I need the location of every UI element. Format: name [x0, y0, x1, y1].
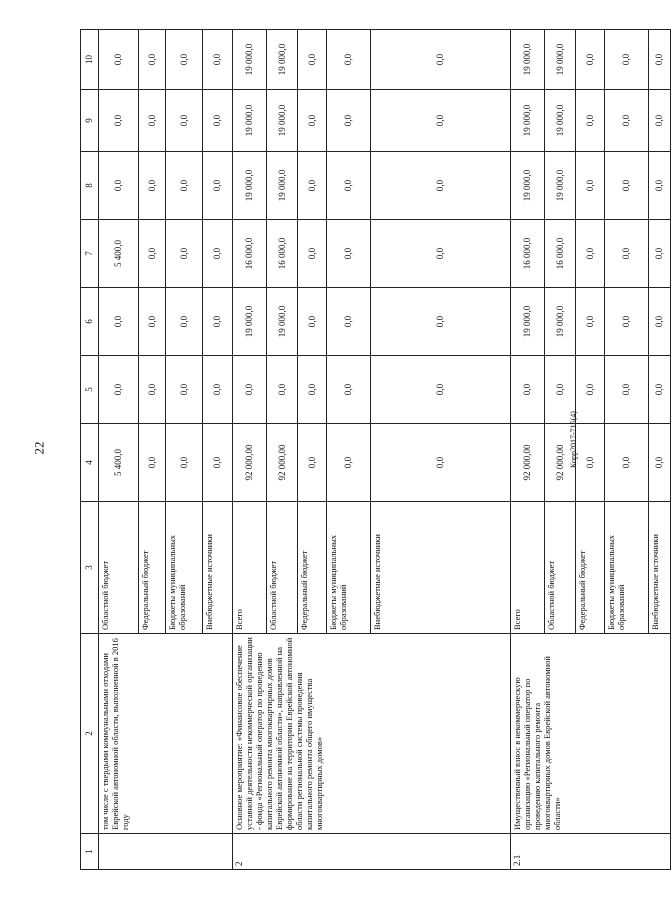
value-cell: 0,0 — [576, 90, 605, 152]
column-header: 5 — [81, 356, 99, 424]
value-cell: 19 000,0 — [233, 90, 267, 152]
value-cell: 0,0 — [649, 30, 671, 90]
footer-code: Корр2017-715(4) — [568, 411, 578, 468]
value-cell: 0,0 — [649, 152, 671, 220]
value-cell: 0,0 — [371, 152, 511, 220]
value-cell: 0,0 — [605, 356, 649, 424]
funding-source: Бюджеты муниципальных образований — [605, 502, 649, 634]
value-cell: 0,0 — [139, 152, 166, 220]
column-header: 3 — [81, 502, 99, 634]
value-cell: 0,0 — [371, 30, 511, 90]
value-cell: 0,0 — [576, 220, 605, 288]
value-cell: 0,0 — [139, 356, 166, 424]
value-cell: 0,0 — [371, 90, 511, 152]
value-cell: 0,0 — [576, 30, 605, 90]
value-cell: 19 000,0 — [267, 30, 298, 90]
value-cell: 0,0 — [649, 288, 671, 356]
table-body — [99, 30, 671, 870]
value-cell: 0,0 — [166, 220, 203, 288]
value-cell: 19 000,0 — [511, 152, 545, 220]
row-index: 2 — [233, 834, 511, 870]
value-cell: 0,0 — [99, 152, 139, 220]
value-cell: 19 000,0 — [545, 152, 576, 220]
column-header: 6 — [81, 288, 99, 356]
value-cell: 0,0 — [203, 30, 233, 90]
value-cell: 0,0 — [576, 356, 605, 424]
value-cell: 0,0 — [605, 152, 649, 220]
value-cell: 19 000,0 — [267, 152, 298, 220]
value-cell: 0,0 — [371, 356, 511, 424]
table-sheet — [80, 30, 665, 870]
column-header: 9 — [81, 90, 99, 152]
value-cell: 16 000,0 — [511, 220, 545, 288]
value-cell: 19 000,0 — [545, 30, 576, 90]
measure-description: том числе с твердыми коммунальными отходами Еврейской автономной области, выполненной в 2016 году — [99, 634, 233, 834]
value-cell: 0,0 — [327, 152, 371, 220]
value-cell: 0,0 — [298, 288, 327, 356]
value-cell: 0,0 — [298, 152, 327, 220]
rotated-table-frame — [80, 30, 665, 870]
value-cell: 0,0 — [139, 288, 166, 356]
value-cell: 0,0 — [605, 30, 649, 90]
value-cell: 0,0 — [166, 152, 203, 220]
value-cell: 0,0 — [203, 288, 233, 356]
value-cell: 19 000,0 — [545, 288, 576, 356]
column-header: 7 — [81, 220, 99, 288]
budget-table — [80, 29, 671, 870]
value-cell: 0,0 — [649, 356, 671, 424]
funding-source: Областной бюджет — [267, 502, 298, 634]
value-cell: 0,0 — [298, 90, 327, 152]
row-index — [99, 834, 233, 870]
value-cell: 0,0 — [649, 90, 671, 152]
value-cell: 0,0 — [327, 90, 371, 152]
funding-source: Всего — [511, 502, 545, 634]
value-cell: 0,0 — [166, 424, 203, 502]
funding-source: Бюджеты муниципальных образований — [166, 502, 203, 634]
value-cell: 19 000,0 — [233, 152, 267, 220]
value-cell: 19 000,0 — [545, 90, 576, 152]
value-cell: 0,0 — [203, 152, 233, 220]
measure-description: Основное мероприятие: «Финансовое обеспечение уставной деятельности некоммерческой организации - фонда «Региональный оператор по проведению капитального ремонта многоквартирных домов Еврейской автономной области», направленной на формирование на территории Еврейской автономной области региональной системы проведения капитального ремонта общего имущества многоквартирных домов» — [233, 634, 511, 834]
column-header: 8 — [81, 152, 99, 220]
funding-source: Областной бюджет — [99, 502, 139, 634]
value-cell: 92 000,00 — [233, 424, 267, 502]
table-row — [233, 30, 267, 870]
funding-source: Бюджеты муниципальных образований — [327, 502, 371, 634]
value-cell: 0,0 — [99, 288, 139, 356]
funding-source: Федеральный бюджет — [298, 502, 327, 634]
value-cell: 0,0 — [605, 90, 649, 152]
value-cell: 92 000,00 — [267, 424, 298, 502]
column-header: 2 — [81, 634, 99, 834]
value-cell: 0,0 — [233, 356, 267, 424]
value-cell: 92 000,00 — [511, 424, 545, 502]
column-header: 10 — [81, 30, 99, 90]
value-cell: 0,0 — [511, 356, 545, 424]
funding-source: Внебюджетные источники — [203, 502, 233, 634]
measure-description: Имущественный взнос в некоммерческую организацию «Региональный оператор по проведению капитального ремонта многоквартирных домов Еврейской автономной области» — [511, 634, 671, 834]
funding-source: Внебюджетные источники — [371, 502, 511, 634]
value-cell: 0,0 — [139, 30, 166, 90]
column-header: 1 — [81, 834, 99, 870]
value-cell: 0,0 — [605, 220, 649, 288]
funding-source: Областной бюджет — [545, 502, 576, 634]
value-cell: 19 000,0 — [233, 30, 267, 90]
value-cell: 0,0 — [166, 288, 203, 356]
value-cell: 19 000,0 — [511, 30, 545, 90]
column-header: 4 — [81, 424, 99, 502]
value-cell: 0,0 — [298, 356, 327, 424]
value-cell: 0,0 — [298, 220, 327, 288]
value-cell: 5 400,0 — [99, 220, 139, 288]
value-cell: 0,0 — [267, 356, 298, 424]
table-row — [511, 30, 545, 870]
value-cell: 92 000,00 — [545, 424, 576, 502]
value-cell: 0,0 — [166, 356, 203, 424]
value-cell: 0,0 — [298, 424, 327, 502]
value-cell: 0,0 — [576, 424, 605, 502]
value-cell: 0,0 — [166, 90, 203, 152]
value-cell: 16 000,0 — [233, 220, 267, 288]
value-cell: 0,0 — [649, 424, 671, 502]
value-cell: 16 000,0 — [545, 220, 576, 288]
value-cell: 0,0 — [203, 90, 233, 152]
funding-source: Всего — [233, 502, 267, 634]
funding-source: Федеральный бюджет — [576, 502, 605, 634]
funding-source: Федеральный бюджет — [139, 502, 166, 634]
table-row — [99, 30, 139, 870]
value-cell: 0,0 — [99, 30, 139, 90]
value-cell: 19 000,0 — [511, 288, 545, 356]
value-cell: 19 000,0 — [511, 90, 545, 152]
value-cell: 0,0 — [139, 220, 166, 288]
value-cell: 0,0 — [139, 90, 166, 152]
value-cell: 5 400,0 — [99, 424, 139, 502]
page-number: 22 — [31, 441, 47, 455]
value-cell: 0,0 — [327, 424, 371, 502]
value-cell: 0,0 — [327, 288, 371, 356]
value-cell: 0,0 — [576, 288, 605, 356]
table-header-row — [81, 30, 99, 870]
value-cell: 0,0 — [99, 356, 139, 424]
value-cell: 0,0 — [298, 30, 327, 90]
value-cell: 0,0 — [576, 152, 605, 220]
value-cell: 0,0 — [371, 288, 511, 356]
value-cell: 19 000,0 — [233, 288, 267, 356]
value-cell: 0,0 — [139, 424, 166, 502]
value-cell: 0,0 — [203, 424, 233, 502]
value-cell: 19 000,0 — [267, 288, 298, 356]
value-cell: 19 000,0 — [267, 90, 298, 152]
value-cell: 0,0 — [605, 424, 649, 502]
value-cell: 0,0 — [327, 356, 371, 424]
value-cell: 0,0 — [203, 356, 233, 424]
value-cell: 0,0 — [327, 220, 371, 288]
value-cell: 0,0 — [203, 220, 233, 288]
row-index: 2.1 — [511, 834, 671, 870]
funding-source: Внебюджетные источники — [649, 502, 671, 634]
value-cell: 0,0 — [371, 424, 511, 502]
value-cell: 0,0 — [649, 220, 671, 288]
value-cell: 0,0 — [605, 288, 649, 356]
value-cell: 0,0 — [327, 30, 371, 90]
value-cell: 0,0 — [545, 356, 576, 424]
value-cell: 16 000,0 — [267, 220, 298, 288]
value-cell: 0,0 — [99, 90, 139, 152]
value-cell: 0,0 — [371, 220, 511, 288]
value-cell: 0,0 — [166, 30, 203, 90]
